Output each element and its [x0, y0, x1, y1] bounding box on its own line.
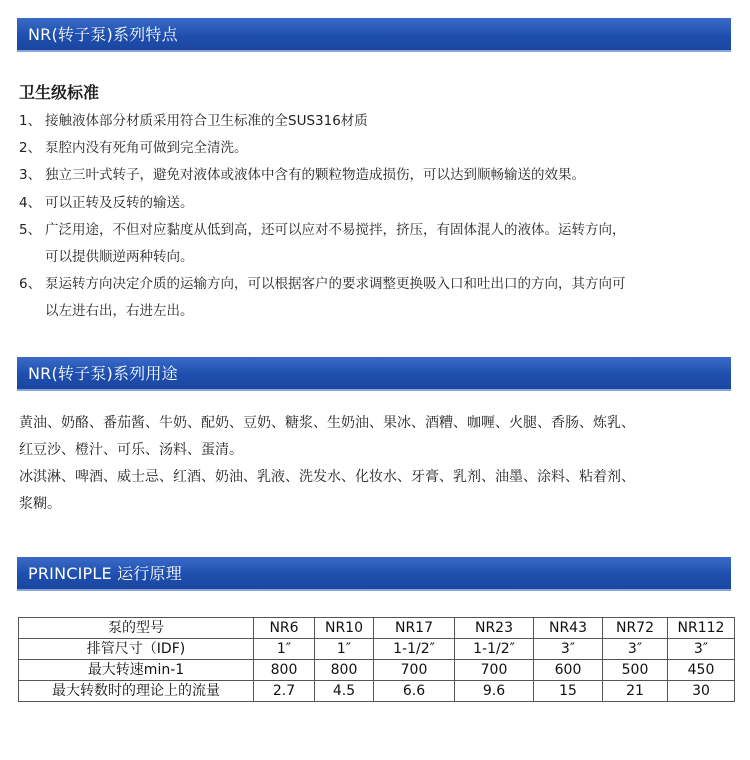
table-cell: NR72 [603, 618, 668, 639]
table-cell: 3″ [668, 639, 735, 660]
table-cell: 泵的型号 [19, 618, 254, 639]
table-cell: 600 [534, 660, 603, 681]
table-cell: 500 [603, 660, 668, 681]
table-cell: 30 [668, 681, 735, 702]
table-cell: 1″ [315, 639, 374, 660]
feature-number: 6、 [19, 276, 42, 293]
table-cell: NR17 [374, 618, 455, 639]
table-cell: 3″ [534, 639, 603, 660]
table-cell: 700 [455, 660, 534, 681]
features-list [19, 108, 734, 326]
features-section-banner [17, 18, 731, 52]
table-cell: 15 [534, 681, 603, 702]
uses-line-4: 浆糊。 [19, 496, 61, 512]
table-cell: 3″ [603, 639, 668, 660]
table-cell: 4.5 [315, 681, 374, 702]
feature-item-1 [19, 108, 734, 135]
feature-number: 3、 [19, 167, 42, 184]
feature-text-continued: 以左进右出，右进左出。 [45, 303, 194, 320]
features-section-title: NR(转子泵)系列特点 [28, 25, 178, 44]
table-cell: 450 [668, 660, 735, 681]
table-cell: 1-1/2″ [455, 639, 534, 660]
table-cell: 800 [315, 660, 374, 681]
uses-section-banner [17, 357, 731, 391]
table-cell: 1″ [254, 639, 315, 660]
table-cell: NR112 [668, 618, 735, 639]
feature-item-6 [19, 271, 734, 325]
table-cell: 800 [254, 660, 315, 681]
table-row [19, 660, 735, 681]
feature-number: 2、 [19, 140, 42, 157]
uses-list [19, 410, 734, 518]
table-cell: 6.6 [374, 681, 455, 702]
table-cell: NR10 [315, 618, 374, 639]
spec-table [18, 617, 735, 702]
table-cell: 最大转数时的理论上的流量 [19, 681, 254, 702]
uses-section-title: NR(转子泵)系列用途 [28, 364, 178, 383]
feature-text: 接触液体部分材质采用符合卫生标准的全SUS316材质 [45, 113, 368, 129]
feature-text: 广泛用途，不但对应黏度从低到高，还可以应对不易搅拌，挤压，有固体混人的液体。运转方向， [45, 221, 626, 238]
feature-text: 泵腔内没有死角可做到完全清洗。 [45, 140, 248, 157]
feature-item-5 [19, 217, 734, 271]
feature-item-4 [19, 190, 734, 217]
uses-line-2: 红豆沙、橙汁、可乐、汤料、蛋清。 [19, 442, 243, 458]
table-row [19, 681, 735, 702]
uses-line-1: 黄油、奶酪、番茄酱、牛奶、配奶、豆奶、糖浆、生奶油、果冰、酒糟、咖喱、火腿、香肠、炼乳、 [19, 415, 635, 431]
table-cell: 1-1/2″ [374, 639, 455, 660]
feature-item-2 [19, 135, 734, 162]
table-row [19, 618, 735, 639]
feature-text: 可以正转及反转的输送。 [45, 194, 194, 211]
table-cell: 最大转速min-1 [19, 660, 254, 681]
table-cell: 9.6 [455, 681, 534, 702]
hygiene-standard-heading: 卫生级标准 [19, 83, 100, 102]
feature-number: 5、 [19, 221, 42, 238]
feature-number: 4、 [19, 194, 42, 211]
uses-line-3: 冰淇淋、啤酒、威士忌、红酒、奶油、乳液、洗发水、化妆水、牙膏、乳剂、油墨、涂料、粘着剂、 [19, 469, 635, 485]
table-cell: 排管尺寸（IDF) [19, 639, 254, 660]
table-cell: NR6 [254, 618, 315, 639]
feature-item-3 [19, 162, 734, 189]
feature-text-continued: 可以提供顺逆两种转向。 [45, 249, 194, 266]
table-cell: NR43 [534, 618, 603, 639]
table-cell: 2.7 [254, 681, 315, 702]
table-cell: NR23 [455, 618, 534, 639]
principle-section-title: PRINCIPLE 运行原理 [28, 564, 182, 583]
feature-text: 独立三叶式转子，避免对液体或液体中含有的颗粒物造成损伤，可以达到顺畅输送的效果。 [45, 167, 585, 184]
table-cell: 700 [374, 660, 455, 681]
feature-number: 1、 [19, 113, 42, 129]
table-cell: 21 [603, 681, 668, 702]
table-row [19, 639, 735, 660]
principle-section-banner [17, 557, 731, 591]
feature-text: 泵运转方向决定介质的运输方向，可以根据客户的要求调整更换吸入口和吐出口的方向，其方向可 [45, 276, 626, 293]
